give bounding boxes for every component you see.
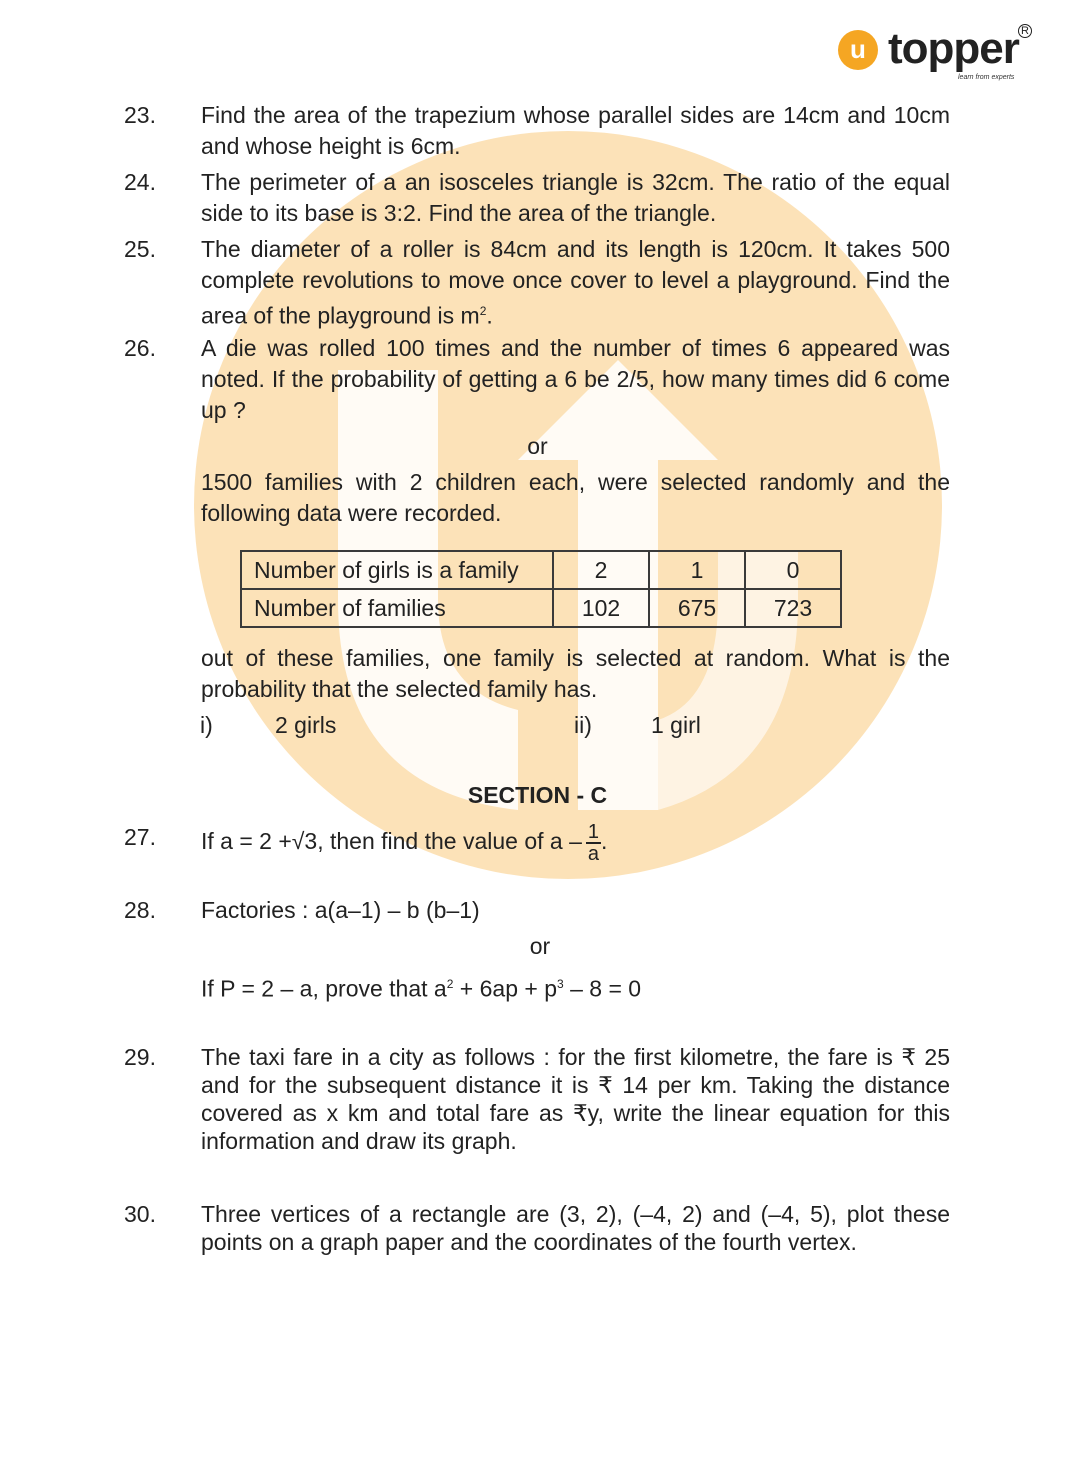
or-divider: or (527, 433, 548, 459)
question-text: 1500 families with 2 children each, were selected randomly and the following data were recorded. (201, 469, 950, 526)
data-table (240, 550, 842, 628)
question-number: 26. (124, 335, 156, 361)
option-text: 2 girls (275, 712, 337, 738)
question-number: 28. (124, 897, 156, 923)
question-text: Find the area of the trapezium whose parallel sides are 14cm and 10cm and whose height is 6cm. (201, 102, 950, 159)
table-row (241, 551, 841, 589)
question-24 (124, 167, 950, 229)
brand-logo (836, 26, 1036, 86)
question-30 (124, 1200, 950, 1256)
question-text: The perimeter of a an isosceles triangle is 32cm. The ratio of the equal side to its base is 3:2. Find the area of the triangle. (201, 169, 950, 226)
option-text: 1 girl (651, 712, 701, 738)
question-number: 30. (124, 1201, 156, 1227)
question-text: The taxi fare in a city as follows : for the first kilometre, the fare is ₹ 25 and for the subsequent distance it is ₹ 14 per km. Taking the distance covered as x km and total fare as ₹y, write the linear equation for this information and draw its graph. (201, 1044, 950, 1154)
fraction: $\frac{1}{a}$ (587, 821, 600, 865)
table-cell: 723 (745, 589, 841, 627)
question-text: Three vertices of a rectangle are (3, 2), (–4, 2) and (–4, 5), plot these points on a graph paper and the coordinates of the fourth vertex. (201, 1201, 950, 1255)
question-number: 29. (124, 1044, 156, 1070)
question-text: If a = 2 +√3, then find the value of a – $\frac{1}{a}$ . (201, 821, 608, 865)
question-text: A die was rolled 100 times and the number of times 6 appeared was noted. If the probability of getting a 6 be 2/5, how many times did 6 come up ? (201, 335, 950, 423)
or-divider: or (529, 933, 551, 959)
table-row (241, 589, 841, 627)
question-26-followup (124, 643, 950, 705)
question-23 (124, 100, 950, 162)
question-25 (124, 234, 950, 332)
question-number: 27. (124, 824, 156, 850)
registered-icon: R (1018, 24, 1032, 38)
table-cell: 0 (745, 551, 841, 589)
brand-name: topper (888, 24, 1019, 73)
question-28 (124, 895, 950, 926)
question-text: out of these families, one family is selected at random. What is the probability that the selected family has. (201, 645, 950, 702)
question-27 (124, 822, 950, 864)
table-cell: Number of families (241, 589, 553, 627)
question-text: If P = 2 – a, prove that $a^2 + 6ap + p^3 - 8 = 0$ (201, 975, 642, 1002)
table-cell: 2 (553, 551, 649, 589)
question-number: 23. (124, 102, 156, 128)
question-28-alternative (124, 969, 950, 1005)
table-cell: Number of girls is a family (241, 551, 553, 589)
question-26-alternative (124, 467, 950, 529)
table-cell: 102 (553, 589, 649, 627)
option-label: i) (200, 712, 213, 738)
question-text: The diameter of a roller is 84cm and its length is 120cm. It takes 500 complete revolutions to move once cover to level a playground. Find the area of the playground is $m^2$. (201, 236, 950, 329)
option-label: ii) (574, 712, 592, 738)
question-26 (124, 333, 950, 426)
brand-mark-icon: u (838, 30, 878, 70)
table-cell: 1 (649, 551, 745, 589)
question-text: Factories : a(a–1) – b (b–1) (201, 897, 480, 923)
section-heading: SECTION - C (467, 782, 608, 808)
brand-tagline: learn from experts (958, 74, 1015, 81)
table-cell: 675 (649, 589, 745, 627)
question-number: 24. (124, 169, 156, 195)
question-number: 25. (124, 236, 156, 262)
question-29 (124, 1043, 950, 1155)
